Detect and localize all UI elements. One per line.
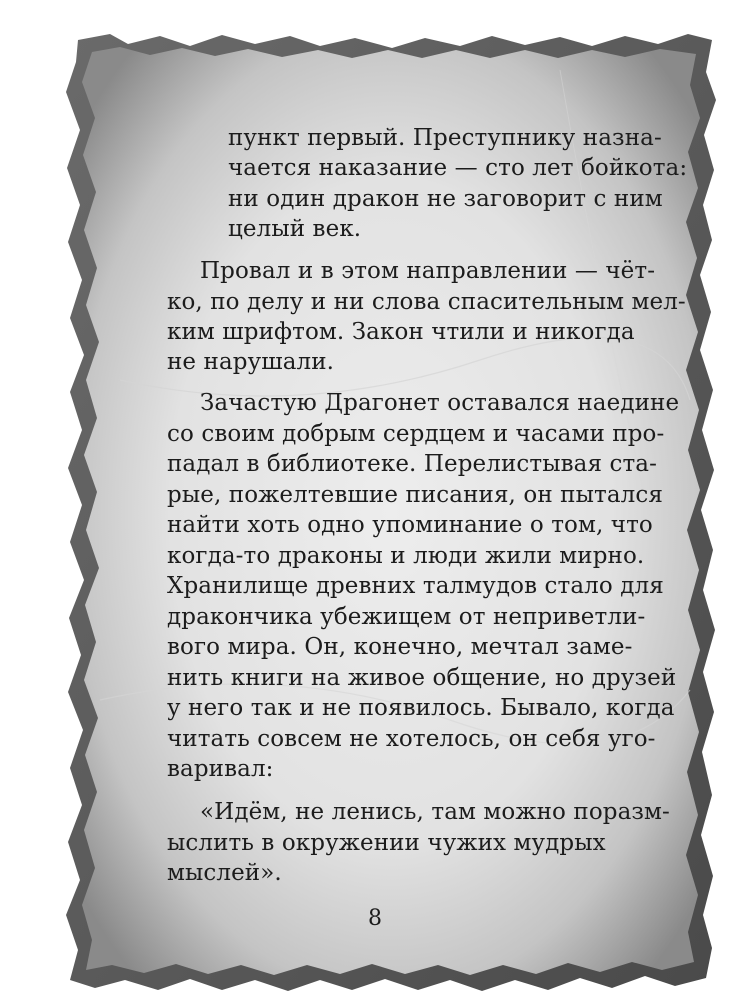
text-line: ыслить в окружении чужих мудрых [167, 830, 606, 856]
text-line: падал в библиотеке. Перелистывая ста- [167, 451, 657, 477]
text-line: найти хоть одно упоминание о том, что [167, 512, 653, 538]
text-line: пункт первый. Преступнику назна- [228, 125, 662, 151]
text-line: дракончика убежищем от неприветли- [167, 604, 646, 630]
text-line: не нарушали. [167, 349, 335, 375]
text-line: читать совсем не хотелось, он себя уго- [167, 726, 656, 752]
text-line: целый век. [228, 216, 362, 242]
text-line: мыслей». [167, 860, 282, 886]
text-line: Зачастую Драгонет оставался наедине [200, 390, 680, 416]
text-line: у него так и не появилось. Бывало, когда [167, 695, 675, 721]
text-line: рые, пожелтевшие писания, он пытался [167, 482, 663, 508]
text-line: со своим добрым сердцем и часами про- [167, 421, 665, 447]
text-line: нить книги на живое общение, но друзей [167, 665, 677, 691]
text-line: ни один дракон не заговорит с ним [228, 186, 663, 212]
text-line: Провал и в этом направлении — чёт- [200, 258, 656, 284]
text-line: вого мира. Он, конечно, мечтал заме- [167, 634, 633, 660]
text-line: чается наказание — сто лет бойкота: [228, 155, 688, 181]
text-line: Хранилище древних талмудов стало для [167, 573, 664, 599]
page-number: 8 [368, 906, 382, 931]
text-line: когда-то драконы и люди жили мирно. [167, 543, 645, 569]
text-line: «Идём, не ленись, там можно поразм- [200, 799, 670, 825]
text-line: варивал: [167, 756, 274, 782]
text-line: ким шрифтом. Закон чтили и никогда [167, 319, 635, 345]
text-line: ко, по делу и ни слова спасительным мел- [167, 289, 686, 315]
